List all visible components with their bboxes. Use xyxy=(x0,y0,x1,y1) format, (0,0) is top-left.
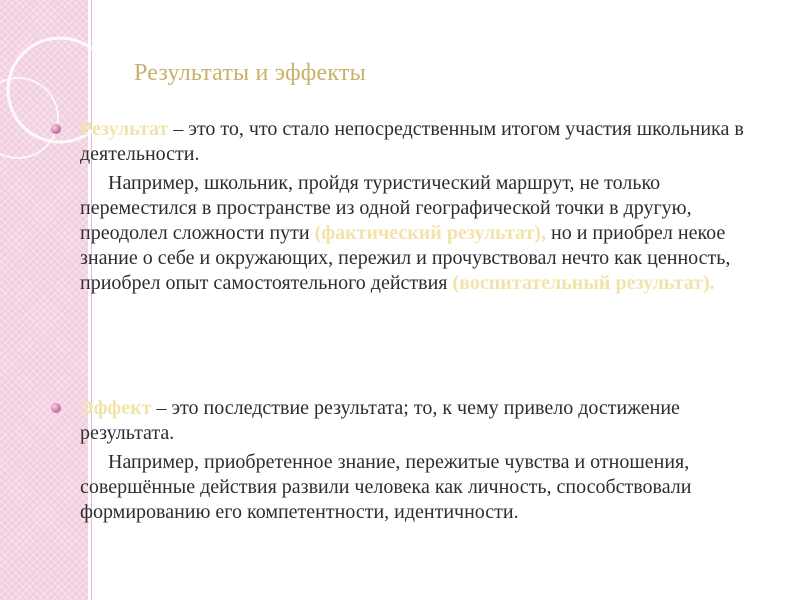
result-definition-text: – это то, что стало непосредственным итогом участия школьника в деятельности. xyxy=(80,118,744,165)
educational-result-label: (воспитательный результат). xyxy=(452,272,715,294)
result-example-part-2: но и приобрел некое знание о себе и окружающих, пережил и прочувствовал нечто как ценность, приобрел опыт самостоятельного действия xyxy=(80,222,731,294)
effect-term: Эффект xyxy=(80,397,152,419)
result-definition xyxy=(80,117,770,167)
effect-example: Например, приобретенное знание, пережитые чувства и отношения, совершённые действия развили человека как личность, способствовали формированию его компетентности, идентичности. xyxy=(80,451,692,523)
effect-definition xyxy=(80,396,770,446)
result-example xyxy=(80,171,770,296)
factual-result-label: (фактический результат), xyxy=(314,222,547,244)
effect-section xyxy=(80,396,770,525)
effect-definition-text: – это последствие результата; то, к чему привело достижение результата. xyxy=(80,397,680,444)
result-term: Результат xyxy=(80,118,169,140)
result-section xyxy=(80,117,770,296)
bullet-icon xyxy=(51,124,61,134)
bullet-icon xyxy=(51,403,61,413)
result-example-part-1: Например, школьник, пройдя туристический маршрут, не только переместился в пространстве из одной географической точки в другую, преодолел сложности пути xyxy=(80,172,692,244)
slide-title: Результаты и эффекты xyxy=(134,60,366,86)
